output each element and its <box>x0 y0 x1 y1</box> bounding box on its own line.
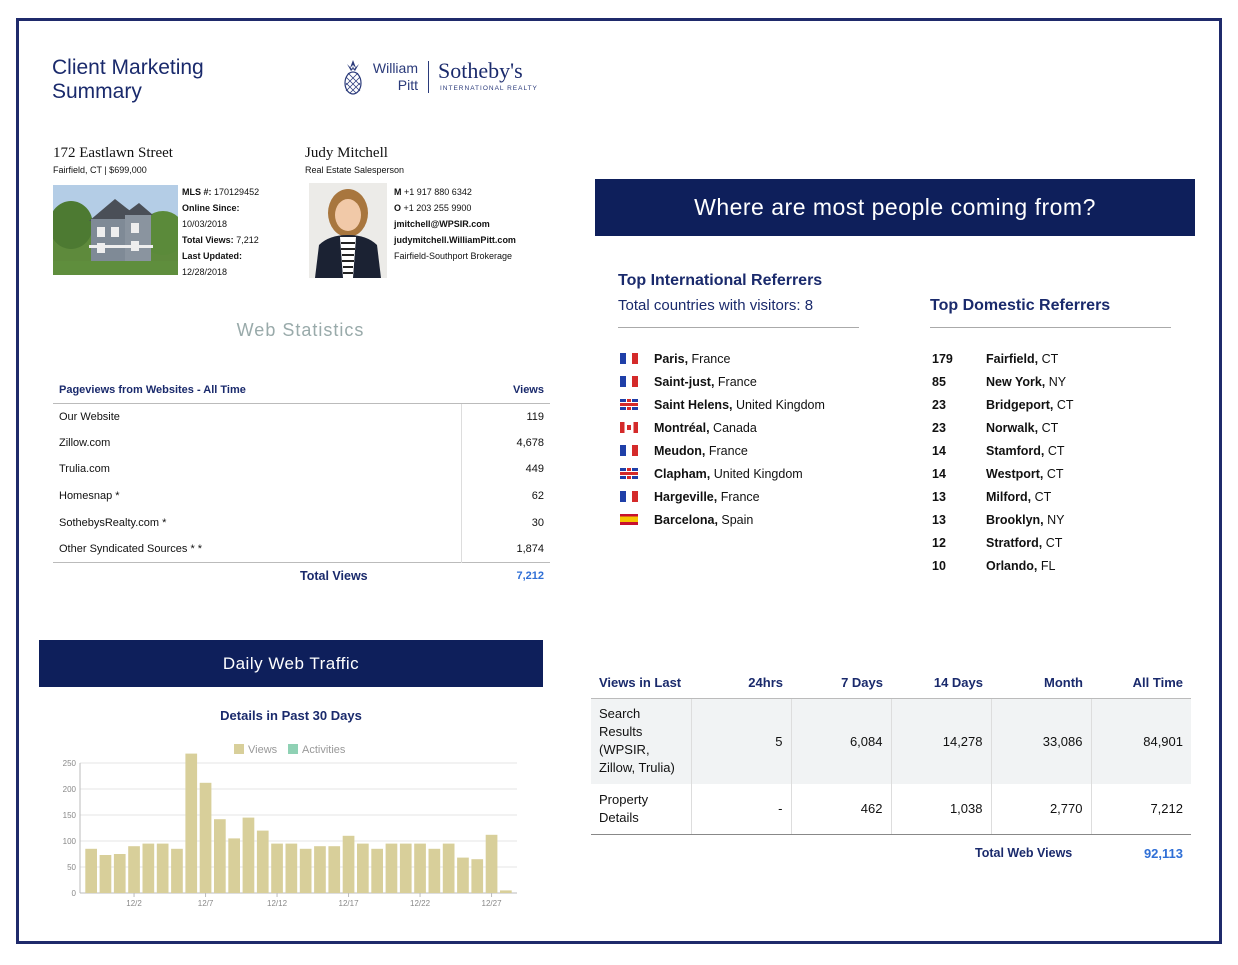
chart-title: Details in Past 30 Days <box>220 708 362 723</box>
pageviews-count: 30 <box>531 516 544 529</box>
intl-referrer-row <box>620 509 753 532</box>
referrer-state: CT <box>1053 398 1074 412</box>
views-bar <box>386 844 398 893</box>
pageviews-source: SothebysRealty.com * <box>53 509 462 536</box>
pageviews-source: Zillow.com <box>53 430 462 457</box>
views-cell: 7,212 <box>1091 784 1191 834</box>
views-bar <box>214 819 226 893</box>
views-bar <box>100 855 112 893</box>
intl-referrers-subtitle: Total countries with visitors: 8 <box>618 297 814 314</box>
intl-referrer-row <box>620 486 760 509</box>
views-cell: 2,770 <box>991 784 1091 834</box>
views-cell: 6,084 <box>791 698 891 784</box>
referrer-city: Brooklyn, <box>986 513 1044 527</box>
views-bar <box>371 849 383 893</box>
referrer-count: 10 <box>932 559 946 573</box>
pageviews-source: Other Syndicated Sources * * <box>53 536 462 563</box>
domestic-referrer-row <box>932 417 1058 440</box>
y-tick-label: 200 <box>62 785 76 794</box>
views-row-label: Search Results (WPSIR, Zillow, Trulia) <box>591 698 691 784</box>
flag-uk-icon <box>620 468 638 479</box>
intl-referrer-row <box>620 463 803 486</box>
views-cell: 462 <box>791 784 891 834</box>
daily-traffic-banner: Daily Web Traffic <box>39 640 543 687</box>
views-bar <box>271 844 283 893</box>
views-bar <box>143 844 155 893</box>
referrer-state: CT <box>1031 490 1052 504</box>
referrer-city: Bridgeport, <box>986 398 1054 412</box>
referrer-state: CT <box>1038 352 1059 366</box>
intl-referrer-row <box>620 440 748 463</box>
referrer-city: Milford, <box>986 490 1032 504</box>
views-cell: 33,086 <box>991 698 1091 784</box>
flag-fr-icon <box>620 353 638 364</box>
referrer-country: United Kingdom <box>710 467 803 481</box>
intl-referrer-row <box>620 348 730 371</box>
pageviews-row <box>53 483 550 510</box>
pageviews-count: 119 <box>526 410 544 423</box>
domestic-referrer-row <box>932 509 1065 532</box>
referrer-count: 85 <box>932 375 946 389</box>
domestic-referrer-row <box>932 394 1074 417</box>
domestic-referrer-row <box>932 555 1055 578</box>
referrer-country: Canada <box>709 421 757 435</box>
pageviews-row <box>53 430 550 457</box>
pageviews-count: 1,874 <box>516 543 544 556</box>
legend-label: Activities <box>302 744 346 756</box>
flag-uk-icon <box>620 399 638 410</box>
referrer-city: Stamford, <box>986 444 1045 458</box>
web-statistics-heading: Web Statistics <box>236 320 365 340</box>
views-bar <box>228 838 240 893</box>
referrer-state: CT <box>1038 421 1059 435</box>
views-bar <box>157 844 169 893</box>
referrer-country: France <box>717 490 760 504</box>
referrer-count: 179 <box>932 352 953 366</box>
referrer-city: Norwalk, <box>986 421 1039 435</box>
listing-photo <box>53 185 178 275</box>
views-row <box>591 784 1191 834</box>
views-bar <box>457 858 469 893</box>
x-tick-label: 12/12 <box>267 899 288 908</box>
y-tick-label: 50 <box>67 863 76 872</box>
y-tick-label: 250 <box>62 759 76 768</box>
x-tick-label: 12/17 <box>338 899 359 908</box>
views-bar <box>200 783 212 893</box>
referrer-city: New York, <box>986 375 1046 389</box>
views-col-header: 7 Days <box>791 668 891 698</box>
domestic-referrer-row <box>932 348 1058 371</box>
pageviews-source: Our Website <box>53 403 462 430</box>
referrer-count: 14 <box>932 467 946 481</box>
pageviews-source: Trulia.com <box>53 456 462 483</box>
referrer-country: United Kingdom <box>732 398 825 412</box>
total-web-views-value: 92,113 <box>1143 846 1183 861</box>
intl-referrer-row <box>620 394 825 417</box>
views-col-header: 14 Days <box>891 668 991 698</box>
y-tick-label: 100 <box>62 837 76 846</box>
intl-referrer-row <box>620 417 757 440</box>
views-bar <box>500 890 512 893</box>
listing-city-price: Fairfield, CT | $699,000 <box>53 165 147 175</box>
legend-swatch <box>234 744 244 754</box>
views-cell: 84,901 <box>1091 698 1191 784</box>
domestic-referrer-row <box>932 486 1051 509</box>
referrer-city: Clapham, <box>654 467 711 481</box>
views-bar <box>443 844 455 893</box>
views-cell: 5 <box>691 698 791 784</box>
referrer-count: 13 <box>932 490 946 504</box>
col-views: Views <box>462 377 550 403</box>
views-cell: 1,038 <box>891 784 991 834</box>
referrer-state: CT <box>1042 536 1063 550</box>
y-tick-label: 0 <box>71 889 76 898</box>
pageviews-row <box>53 403 550 430</box>
flag-ca-icon <box>620 422 638 433</box>
col-source: Pageviews from Websites - All Time <box>53 377 462 403</box>
views-bar <box>429 849 441 893</box>
referrer-city: Paris, <box>654 352 689 366</box>
views-bar <box>85 849 97 893</box>
referrer-state: FL <box>1037 559 1056 573</box>
total-views-value: 7,212 <box>462 563 550 590</box>
views-bar <box>343 836 355 893</box>
referrer-city: Saint-just, <box>654 375 715 389</box>
referrer-state: CT <box>1044 444 1065 458</box>
referrer-count: 12 <box>932 536 946 550</box>
referrer-country: France <box>714 375 757 389</box>
referrer-city: Saint Helens, <box>654 398 733 412</box>
views-row-label: Property Details <box>591 784 691 834</box>
agent-contact: M +1 917 880 6342 O +1 203 255 9900 jmitchell@WPSIR.com judymitchell.WilliamPitt.com Fairfield-Southport Brokerage <box>394 187 516 261</box>
pageviews-table <box>53 377 550 589</box>
views-bar <box>314 846 326 893</box>
pageviews-row <box>53 456 550 483</box>
referrer-country: Spain <box>717 513 754 527</box>
views-bar <box>486 835 498 893</box>
views-cell: - <box>691 784 791 834</box>
flag-es-icon <box>620 514 638 525</box>
agent-website-link[interactable]: judymitchell.WilliamPitt.com <box>394 235 516 245</box>
flag-fr-icon <box>620 376 638 387</box>
referrer-city: Fairfield, <box>986 352 1039 366</box>
views-bar <box>400 844 412 893</box>
agent-photo <box>309 183 387 278</box>
pineapple-icon <box>342 60 364 96</box>
referrers-banner: Where are most people coming from? <box>595 179 1195 236</box>
agent-email-link[interactable]: jmitchell@WPSIR.com <box>394 219 490 229</box>
views-bar <box>471 859 483 893</box>
referrer-count: 14 <box>932 444 946 458</box>
agent-name: Judy Mitchell <box>305 145 388 161</box>
views-bar <box>128 846 140 893</box>
legend-label: Views <box>248 744 278 756</box>
y-tick-label: 150 <box>62 811 76 820</box>
domestic-referrer-row <box>932 532 1062 555</box>
referrer-city: Westport, <box>986 467 1044 481</box>
flag-fr-icon <box>620 491 638 502</box>
views-bar <box>300 849 312 893</box>
intl-referrers-title: Top International Referrers <box>618 272 823 289</box>
views-bar <box>257 831 269 893</box>
domestic-referrer-row <box>932 371 1066 394</box>
pageviews-count: 4,678 <box>516 436 544 449</box>
listing-address: 172 Eastlawn Street <box>53 145 173 161</box>
views-cell: 14,278 <box>891 698 991 784</box>
x-tick-label: 12/27 <box>481 899 502 908</box>
legend-swatch <box>288 744 298 754</box>
page-title: Client Marketing Summary <box>52 56 204 103</box>
x-tick-label: 12/22 <box>410 899 431 908</box>
views-col-header: Month <box>991 668 1091 698</box>
total-web-views-label: Total Web Views <box>975 846 1073 860</box>
views-bar <box>185 754 197 893</box>
referrer-state: NY <box>1043 513 1065 527</box>
views-bar <box>243 818 255 893</box>
x-tick-label: 12/2 <box>126 899 142 908</box>
views-col-header: 24hrs <box>691 668 791 698</box>
referrer-city: Orlando, <box>986 559 1038 573</box>
flag-fr-icon <box>620 445 638 456</box>
domestic-referrer-row <box>932 463 1064 486</box>
referrer-count: 13 <box>932 513 946 527</box>
pageviews-row <box>53 509 550 536</box>
total-views-label: Total Views <box>53 563 462 590</box>
views-bar <box>357 844 369 893</box>
referrer-count: 23 <box>932 398 946 412</box>
referrer-city: Stratford, <box>986 536 1043 550</box>
referrer-country: France <box>705 444 748 458</box>
listing-details: MLS #: 170129452 Online Since: 10/03/2018 Total Views: 7,212 Last Updated: 12/28/2018 <box>182 187 260 277</box>
domestic-referrer-row <box>932 440 1064 463</box>
views-row <box>591 698 1191 784</box>
views-bar <box>114 854 126 893</box>
referrer-city: Montréal, <box>654 421 710 435</box>
pageviews-count: 449 <box>525 463 544 476</box>
agent-role: Real Estate Salesperson <box>305 165 405 175</box>
intl-referrer-row <box>620 371 757 394</box>
brokerage-logo: William Pitt Sotheby's INTERNATIONAL REALTY <box>340 58 540 98</box>
pageviews-row <box>53 536 550 563</box>
views-bar <box>286 844 298 893</box>
views-in-last-table <box>591 668 1191 835</box>
referrer-state: NY <box>1045 375 1067 389</box>
pageviews-count: 62 <box>531 490 544 503</box>
referrer-city: Barcelona, <box>654 513 718 527</box>
daily-traffic-chart <box>52 735 522 910</box>
pageviews-source: Homesnap * <box>53 483 462 510</box>
views-col-header: All Time <box>1091 668 1191 698</box>
domestic-referrers-title: Top Domestic Referrers <box>930 297 1111 314</box>
x-tick-label: 12/7 <box>197 899 214 908</box>
referrer-country: France <box>688 352 731 366</box>
referrer-state: CT <box>1043 467 1064 481</box>
referrer-city: Hargeville, <box>654 490 718 504</box>
views-bar <box>414 844 426 893</box>
views-bar <box>328 846 340 893</box>
views-col-header: Views in Last <box>591 668 691 698</box>
referrer-city: Meudon, <box>654 444 706 458</box>
referrer-count: 23 <box>932 421 946 435</box>
views-bar <box>171 849 183 893</box>
